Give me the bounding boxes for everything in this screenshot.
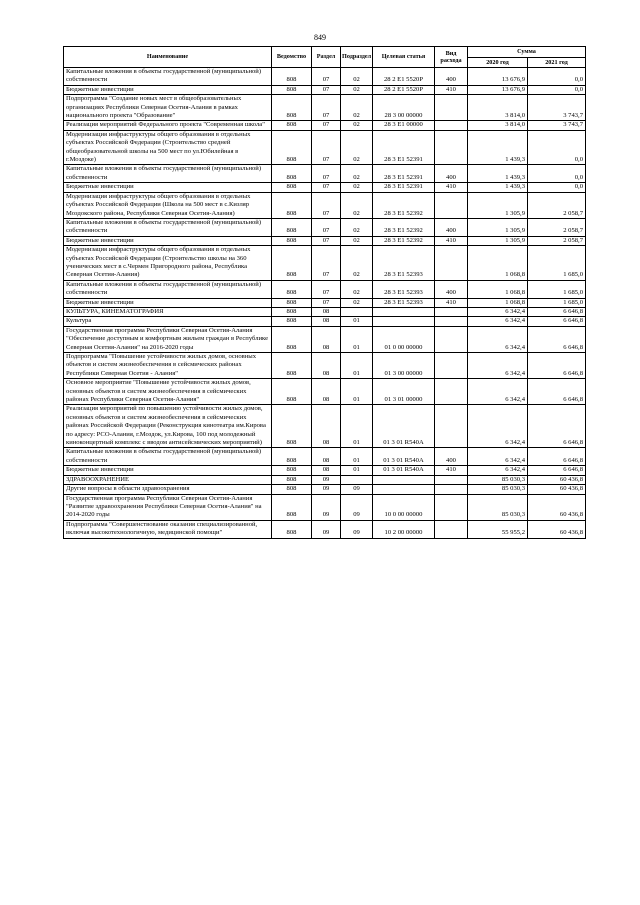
cell-razdel: 09	[312, 520, 341, 538]
cell-podrazdel: 02	[341, 130, 373, 165]
cell-razdel: 07	[312, 192, 341, 218]
cell-sum-2021: 6 646,8	[528, 405, 586, 448]
table-row	[64, 405, 586, 448]
header-razdel: Раздел	[312, 47, 341, 68]
header-year-2021: 2021 год	[528, 57, 586, 68]
cell-ved: 808	[272, 121, 312, 130]
cell-celevaya: 28 3 Е1 52392	[373, 236, 435, 245]
table-row	[64, 68, 586, 86]
cell-sum-2021: 2 058,7	[528, 192, 586, 218]
cell-vid	[435, 307, 468, 316]
cell-sum-2020: 6 342,4	[468, 317, 528, 326]
cell-razdel: 08	[312, 405, 341, 448]
cell-podrazdel: 01	[341, 353, 373, 379]
cell-vid	[435, 246, 468, 281]
cell-vid: 410	[435, 298, 468, 307]
cell-sum-2021: 6 646,8	[528, 466, 586, 475]
cell-ved: 808	[272, 353, 312, 379]
cell-ved: 808	[272, 165, 312, 183]
cell-sum-2020: 1 305,9	[468, 192, 528, 218]
cell-name: Реализация мероприятий по повышению устойчивости жилых домов, основных объектов и систем жизнеобеспечения в сейсмических районах Российской Федерации (Реконструкция кинотеатра им.Кирова по адресу: РСО-Алания, г.Моздок, ул.Кирова, 100 под молодежный киноконцертный комплекс с вводом антисейсмических мероприятий)	[64, 405, 272, 448]
cell-vid: 410	[435, 236, 468, 245]
cell-ved: 808	[272, 183, 312, 192]
table-row	[64, 298, 586, 307]
cell-sum-2021: 2 058,7	[528, 218, 586, 236]
table-row	[64, 192, 586, 218]
cell-ved: 808	[272, 379, 312, 405]
cell-ved: 808	[272, 246, 312, 281]
cell-name: Подпрограмма "Создание новых мест в общеобразовательных организациях Республики Северная Осетия-Алания в рамках национального проекта "Образование"	[64, 95, 272, 121]
cell-razdel: 07	[312, 218, 341, 236]
cell-celevaya: 01 3 01 R540А	[373, 466, 435, 475]
cell-sum-2021: 0,0	[528, 130, 586, 165]
cell-name: Реализация мероприятий Федерального проекта "Современная школа"	[64, 121, 272, 130]
cell-sum-2021: 1 685,0	[528, 280, 586, 298]
cell-podrazdel: 01	[341, 466, 373, 475]
cell-razdel: 07	[312, 85, 341, 94]
cell-ved: 808	[272, 317, 312, 326]
cell-name: Капитальные вложения в объекты государственной (муниципальной) собственности	[64, 68, 272, 86]
cell-sum-2020: 1 068,8	[468, 246, 528, 281]
cell-name: Капитальные вложения в объекты государственной (муниципальной) собственности	[64, 165, 272, 183]
cell-sum-2021: 3 743,7	[528, 95, 586, 121]
table-row	[64, 130, 586, 165]
cell-sum-2021: 6 646,8	[528, 379, 586, 405]
cell-vid	[435, 326, 468, 352]
cell-podrazdel: 02	[341, 121, 373, 130]
cell-podrazdel: 02	[341, 236, 373, 245]
cell-sum-2021: 60 436,8	[528, 475, 586, 484]
cell-sum-2020: 1 305,9	[468, 218, 528, 236]
cell-celevaya: 28 3 Е1 00000	[373, 121, 435, 130]
cell-celevaya: 01 0 00 00000	[373, 326, 435, 352]
cell-ved: 808	[272, 236, 312, 245]
cell-sum-2021: 6 646,8	[528, 326, 586, 352]
cell-vid: 410	[435, 183, 468, 192]
cell-sum-2020: 1 439,3	[468, 130, 528, 165]
cell-sum-2021: 2 058,7	[528, 236, 586, 245]
table-row	[64, 165, 586, 183]
cell-sum-2020: 1 439,3	[468, 165, 528, 183]
cell-podrazdel: 02	[341, 192, 373, 218]
cell-name: Государственная программа Республики Северная Осетия-Алания "Развитие здравоохранения Республики Северная Осетия-Алания" на 2014-2020 годы	[64, 494, 272, 520]
cell-podrazdel: 09	[341, 494, 373, 520]
cell-vid	[435, 95, 468, 121]
cell-name: Основное мероприятие "Повышение устойчивости жилых домов, основных объектов и систем жизнеобеспечения в сейсмических районах Республики Северная Осетия-Алания"	[64, 379, 272, 405]
cell-celevaya	[373, 317, 435, 326]
cell-vid: 410	[435, 466, 468, 475]
cell-vid	[435, 475, 468, 484]
cell-sum-2020: 3 814,0	[468, 121, 528, 130]
cell-sum-2021: 6 646,8	[528, 307, 586, 316]
cell-name: Бюджетные инвестиции	[64, 236, 272, 245]
cell-name: ЗДРАВООХРАНЕНИЕ	[64, 475, 272, 484]
cell-name: Капитальные вложения в объекты государственной (муниципальной) собственности	[64, 280, 272, 298]
table-row	[64, 307, 586, 316]
cell-celevaya: 01 3 00 00000	[373, 353, 435, 379]
cell-sum-2020: 13 676,9	[468, 68, 528, 86]
cell-sum-2021: 60 436,8	[528, 520, 586, 538]
table-row	[64, 466, 586, 475]
cell-podrazdel: 02	[341, 183, 373, 192]
cell-razdel: 08	[312, 466, 341, 475]
table-row	[64, 353, 586, 379]
cell-celevaya: 28 3 Е1 52391	[373, 183, 435, 192]
cell-name: Государственная программа Республики Северная Осетия-Алания "Обеспечение доступным и комфортным жильем граждан в Республике Северная Осетия-Алания" на 2016-2020 годы	[64, 326, 272, 352]
cell-podrazdel	[341, 307, 373, 316]
cell-name: Бюджетные инвестиции	[64, 466, 272, 475]
cell-name: Капитальные вложения в объекты государственной (муниципальной) собственности	[64, 218, 272, 236]
table-row	[64, 379, 586, 405]
cell-celevaya: 28 3 Е1 52391	[373, 165, 435, 183]
table-row	[64, 246, 586, 281]
cell-vid: 410	[435, 85, 468, 94]
cell-celevaya: 28 3 Е1 52393	[373, 280, 435, 298]
table-header	[64, 47, 586, 68]
table-row	[64, 494, 586, 520]
cell-podrazdel: 02	[341, 246, 373, 281]
cell-sum-2020: 6 342,4	[468, 379, 528, 405]
cell-celevaya: 28 3 Е1 52393	[373, 246, 435, 281]
cell-ved: 808	[272, 326, 312, 352]
cell-celevaya: 28 3 Е1 52391	[373, 130, 435, 165]
cell-name: Модернизация инфраструктуры общего образования в отдельных субъектах Российской Федерации (Строительство школы на 360 ученических мест в с.Чермен Пригородного района, Республика Северная Осетия-Алания)	[64, 246, 272, 281]
cell-razdel: 07	[312, 236, 341, 245]
cell-name: Модернизация инфраструктуры общего образования в отдельных субъектах Российской Федерации (Школа на 500 мест в с.Кизляр Моздокского района, Республики Северная Осетия-Алания)	[64, 192, 272, 218]
header-vid: Вид расхода	[435, 47, 468, 68]
cell-razdel: 09	[312, 485, 341, 494]
cell-vid	[435, 192, 468, 218]
cell-vid	[435, 494, 468, 520]
header-name: Наименование	[64, 47, 272, 68]
cell-ved: 808	[272, 95, 312, 121]
cell-vid	[435, 520, 468, 538]
cell-sum-2020: 1 305,9	[468, 236, 528, 245]
cell-ved: 808	[272, 298, 312, 307]
cell-sum-2020: 85 030,3	[468, 485, 528, 494]
cell-sum-2020: 13 676,9	[468, 85, 528, 94]
cell-ved: 808	[272, 520, 312, 538]
cell-razdel: 08	[312, 307, 341, 316]
cell-celevaya	[373, 485, 435, 494]
table-row	[64, 326, 586, 352]
cell-ved: 808	[272, 85, 312, 94]
table-row	[64, 520, 586, 538]
cell-podrazdel: 09	[341, 520, 373, 538]
table-row	[64, 236, 586, 245]
cell-celevaya: 28 3 Е1 52392	[373, 218, 435, 236]
cell-ved: 808	[272, 218, 312, 236]
header-year-2020: 2020 год	[468, 57, 528, 68]
cell-razdel: 07	[312, 95, 341, 121]
cell-podrazdel: 02	[341, 85, 373, 94]
cell-ved: 808	[272, 475, 312, 484]
cell-sum-2020: 6 342,4	[468, 326, 528, 352]
cell-podrazdel: 02	[341, 68, 373, 86]
cell-sum-2020: 6 342,4	[468, 466, 528, 475]
cell-vid: 400	[435, 165, 468, 183]
table-row	[64, 95, 586, 121]
cell-vid	[435, 379, 468, 405]
cell-ved: 808	[272, 307, 312, 316]
cell-vid: 400	[435, 280, 468, 298]
cell-vid	[435, 405, 468, 448]
cell-celevaya: 28 3 Е1 52392	[373, 192, 435, 218]
cell-podrazdel: 01	[341, 379, 373, 405]
header-podrazdel: Подраздел	[341, 47, 373, 68]
cell-ved: 808	[272, 280, 312, 298]
cell-podrazdel: 02	[341, 95, 373, 121]
cell-celevaya: 28 2 Е1 5520Р	[373, 68, 435, 86]
cell-podrazdel: 01	[341, 405, 373, 448]
cell-celevaya: 10 0 00 00000	[373, 494, 435, 520]
cell-ved: 808	[272, 494, 312, 520]
table-row	[64, 85, 586, 94]
cell-sum-2021: 0,0	[528, 165, 586, 183]
cell-razdel: 07	[312, 165, 341, 183]
cell-vid	[435, 317, 468, 326]
cell-celevaya: 10 2 00 00000	[373, 520, 435, 538]
cell-razdel: 08	[312, 353, 341, 379]
cell-razdel: 07	[312, 298, 341, 307]
cell-sum-2021: 6 646,8	[528, 448, 586, 466]
header-celevaya: Целевая статья	[373, 47, 435, 68]
cell-sum-2021: 1 685,0	[528, 298, 586, 307]
cell-vid	[435, 130, 468, 165]
cell-razdel: 07	[312, 121, 341, 130]
cell-vid: 400	[435, 448, 468, 466]
cell-podrazdel: 09	[341, 485, 373, 494]
cell-sum-2021: 0,0	[528, 85, 586, 94]
cell-razdel: 09	[312, 475, 341, 484]
cell-sum-2021: 60 436,8	[528, 494, 586, 520]
cell-ved: 808	[272, 405, 312, 448]
cell-podrazdel: 02	[341, 298, 373, 307]
table-row	[64, 448, 586, 466]
cell-podrazdel: 01	[341, 448, 373, 466]
cell-sum-2021: 0,0	[528, 183, 586, 192]
cell-podrazdel: 01	[341, 326, 373, 352]
cell-razdel: 08	[312, 448, 341, 466]
table-row	[64, 183, 586, 192]
cell-vid	[435, 485, 468, 494]
cell-name: Подпрограмма "Совершенствование оказания специализированной, включая высокотехнологичную, медицинской помощи"	[64, 520, 272, 538]
cell-sum-2021: 0,0	[528, 68, 586, 86]
cell-razdel: 07	[312, 130, 341, 165]
cell-sum-2020: 85 030,3	[468, 494, 528, 520]
cell-celevaya	[373, 475, 435, 484]
cell-celevaya: 01 3 01 R540А	[373, 405, 435, 448]
cell-ved: 808	[272, 68, 312, 86]
cell-sum-2021: 1 685,0	[528, 246, 586, 281]
cell-name: Подпрограмма "Повышение устойчивости жилых домов, основных объектов и систем жизнеобеспечения в сейсмических районах Республики Северная Осетия - Алания"	[64, 353, 272, 379]
cell-podrazdel: 02	[341, 218, 373, 236]
cell-name: Бюджетные инвестиции	[64, 85, 272, 94]
cell-sum-2020: 6 342,4	[468, 307, 528, 316]
page-number: 849	[314, 33, 326, 42]
cell-ved: 808	[272, 485, 312, 494]
cell-sum-2020: 1 439,3	[468, 183, 528, 192]
cell-name: КУЛЬТУРА, КИНЕМАТОГРАФИЯ	[64, 307, 272, 316]
table-row	[64, 485, 586, 494]
cell-vid: 400	[435, 68, 468, 86]
table-row	[64, 317, 586, 326]
cell-vid	[435, 121, 468, 130]
cell-celevaya	[373, 307, 435, 316]
cell-sum-2020: 6 342,4	[468, 405, 528, 448]
cell-sum-2021: 6 646,8	[528, 317, 586, 326]
cell-razdel: 08	[312, 379, 341, 405]
cell-name: Бюджетные инвестиции	[64, 183, 272, 192]
cell-ved: 808	[272, 192, 312, 218]
cell-sum-2021: 60 436,8	[528, 485, 586, 494]
cell-sum-2020: 6 342,4	[468, 353, 528, 379]
cell-vid	[435, 353, 468, 379]
cell-celevaya: 01 3 01 00000	[373, 379, 435, 405]
cell-name: Другие вопросы в области здравоохранения	[64, 485, 272, 494]
cell-podrazdel: 02	[341, 165, 373, 183]
budget-table	[63, 46, 586, 539]
table-row	[64, 475, 586, 484]
cell-name: Культура	[64, 317, 272, 326]
cell-podrazdel: 02	[341, 280, 373, 298]
cell-razdel: 07	[312, 246, 341, 281]
cell-razdel: 09	[312, 494, 341, 520]
cell-sum-2020: 55 955,2	[468, 520, 528, 538]
table-body	[64, 68, 586, 539]
header-ved: Ведомство	[272, 47, 312, 68]
cell-sum-2020: 1 068,8	[468, 298, 528, 307]
cell-sum-2020: 85 030,3	[468, 475, 528, 484]
cell-razdel: 08	[312, 317, 341, 326]
cell-name: Бюджетные инвестиции	[64, 298, 272, 307]
cell-podrazdel	[341, 475, 373, 484]
cell-sum-2021: 3 743,7	[528, 121, 586, 130]
cell-razdel: 07	[312, 280, 341, 298]
cell-razdel: 07	[312, 183, 341, 192]
cell-ved: 808	[272, 448, 312, 466]
cell-sum-2020: 1 068,8	[468, 280, 528, 298]
table-row	[64, 280, 586, 298]
cell-celevaya: 28 3 Е1 52393	[373, 298, 435, 307]
header-summa: Сумма	[468, 47, 586, 58]
cell-ved: 808	[272, 130, 312, 165]
cell-sum-2020: 3 814,0	[468, 95, 528, 121]
cell-sum-2020: 6 342,4	[468, 448, 528, 466]
cell-ved: 808	[272, 466, 312, 475]
cell-razdel: 07	[312, 68, 341, 86]
cell-celevaya: 01 3 01 R540А	[373, 448, 435, 466]
table-row	[64, 218, 586, 236]
cell-name: Капитальные вложения в объекты государственной (муниципальной) собственности	[64, 448, 272, 466]
cell-vid: 400	[435, 218, 468, 236]
cell-celevaya: 28 2 Е1 5520Р	[373, 85, 435, 94]
cell-sum-2021: 6 646,8	[528, 353, 586, 379]
table-row	[64, 121, 586, 130]
cell-razdel: 08	[312, 326, 341, 352]
cell-celevaya: 28 3 00 00000	[373, 95, 435, 121]
cell-name: Модернизация инфраструктуры общего образования в отдельных субъектах Российской Федерации (Строительство средней общеобразовательной школы на 500 мест по ул.Юбилейная в г.Моздоке)	[64, 130, 272, 165]
cell-podrazdel: 01	[341, 317, 373, 326]
